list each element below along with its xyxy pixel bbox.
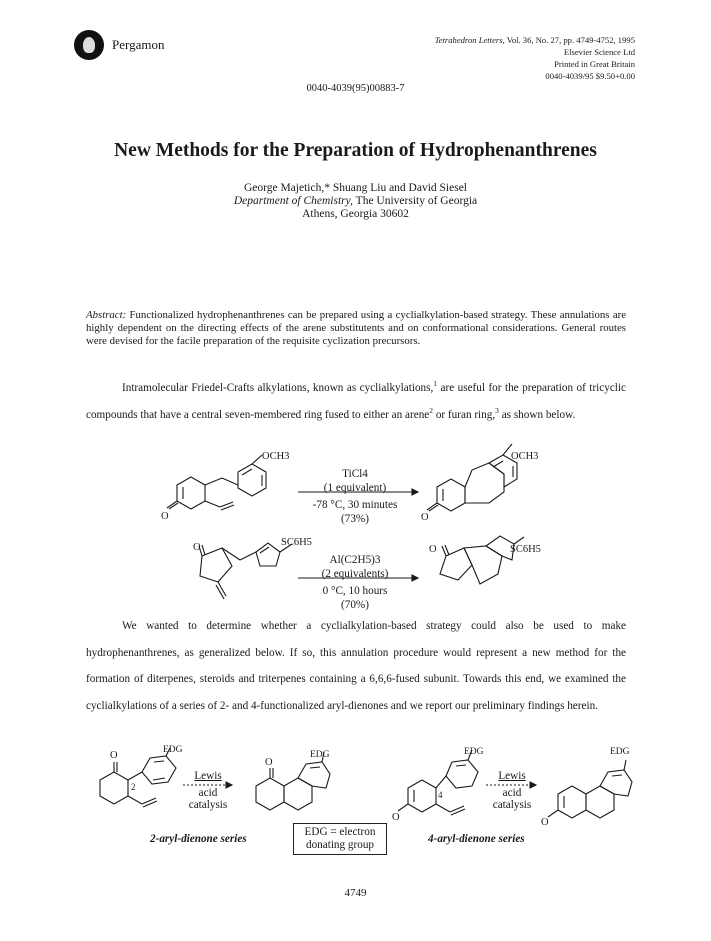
- series2-oxygen: O: [110, 750, 118, 761]
- reaction1-yield: (73%): [341, 512, 369, 525]
- edg-legend-line1: EDG = electron: [304, 826, 376, 838]
- ref-3: 3: [495, 405, 499, 415]
- reaction1-amount: (1 equivalent): [323, 481, 387, 494]
- series2-lewis: Lewis: [194, 770, 222, 782]
- reaction2-sc6h5-right: SC6H5: [510, 544, 541, 555]
- series4-oxygen: O: [392, 812, 400, 823]
- para1-text-a: Intramolecular Friedel-Crafts alkylations, known as cyclialkylations,: [122, 382, 434, 394]
- journal-price: 0040-4039/95 $9.50+0.00: [545, 71, 635, 81]
- journal-publisher: Elsevier Science Ltd: [563, 47, 635, 57]
- doi: 0040-4039(95)00883-7: [306, 83, 405, 94]
- reaction2-oxygen-left: O: [193, 542, 201, 553]
- series2-position-2: 2: [131, 782, 136, 792]
- para1-text-b: are useful for the preparation of tricyclic compounds that have a central seven-membered ring fused to either an arene: [86, 382, 626, 421]
- series-label-2-aryl: 2-aryl-dienone series: [150, 833, 247, 845]
- para2-text: We wanted to determine whether a cyclialkylation-based strategy could also be used to make hydrophenanthrenes, as generalized below. If so, this annulation procedure would represent a new method for the formation of diterpenes, steroids and triterpenes containing a 6,6,6-fused subunit. Towards this end, we examined the cyclialkylations of a series of 2- and 4-functionalized aryl-dienones and we report our preliminary findings herein.: [86, 620, 626, 712]
- series4-conditions: [484, 770, 540, 812]
- series4-edg-left: EDG: [464, 747, 484, 757]
- series2-product-oxygen: O: [265, 757, 273, 768]
- ref-1: 1: [433, 379, 438, 388]
- reaction1-temperature: -78 °C, 30 minutes: [312, 499, 398, 511]
- reaction2-reagent: Al(C2H5)3: [329, 554, 381, 566]
- para1-text-d: as shown below.: [498, 408, 576, 421]
- series4-lewis: Lewis: [498, 770, 526, 782]
- reaction2-amount: (2 equivalents): [321, 567, 389, 580]
- series4-edg-right: EDG: [610, 747, 630, 757]
- series4-acid: acid: [502, 786, 522, 799]
- university: The University of Georgia: [353, 195, 478, 208]
- reaction2-temperature: 0 °C, 10 hours: [322, 585, 388, 597]
- reaction2-sc6h5-left: SC6H5: [281, 537, 312, 548]
- author-address: Athens, Georgia 30602: [302, 208, 409, 221]
- paper-title: New Methods for the Preparation of Hydrophenanthrenes: [114, 140, 597, 161]
- series2-catalysis: catalysis: [188, 799, 228, 811]
- journal-volume: , Vol. 36, No. 27, pp. 4749-4752, 1995: [502, 35, 635, 45]
- reaction1-reagent: TiCl4: [342, 468, 368, 480]
- abstract-text: Functionalized hydrophenanthrenes can be prepared using a cyclialkylation-based strategy. These annulations are highly dependent on the directing effects of the arene substitutents and on conformational considerations. General routes were devised for the facile preparation of the requisite cyclization precursors.: [86, 309, 626, 347]
- edg-legend-box: [293, 823, 387, 855]
- journal-printed: Printed in Great Britain: [554, 59, 635, 69]
- series4-catalysis: catalysis: [492, 799, 532, 811]
- edg-legend-line2: donating group: [305, 839, 375, 851]
- department: Department of Chemistry,: [233, 195, 353, 208]
- ref-2: 2: [429, 405, 434, 415]
- reaction2-oxygen-right: O: [429, 544, 437, 555]
- page-number: 4749: [344, 887, 367, 899]
- journal-name: Tetrahedron Letters: [434, 35, 503, 45]
- reaction2-yield: (70%): [341, 598, 369, 611]
- abstract-label: Abstract:: [86, 309, 127, 321]
- publisher-name: Pergamon: [112, 37, 165, 52]
- series4-product-structure: [548, 760, 632, 818]
- reaction1-och3-right: OCH3: [511, 451, 539, 462]
- reaction1-oxygen-left: O: [161, 511, 169, 522]
- reaction1-och3-left: OCH3: [262, 451, 290, 462]
- para1-text-c: or furan ring,: [433, 408, 496, 421]
- series4-position-4: 4: [438, 790, 443, 800]
- series4-product-oxygen: O: [541, 817, 549, 828]
- series-label-4-aryl: 4-aryl-dienone series: [428, 833, 525, 845]
- series2-conditions: [180, 770, 236, 812]
- series4-reactant-structure: [398, 750, 478, 815]
- author-names: George Majetich,* Shuang Liu and David Siesel: [243, 182, 468, 194]
- series2-acid: acid: [198, 786, 218, 799]
- series2-edg-right: EDG: [310, 750, 330, 760]
- series2-edg-left: EDG: [163, 745, 183, 755]
- reaction1-oxygen-right: O: [421, 512, 429, 523]
